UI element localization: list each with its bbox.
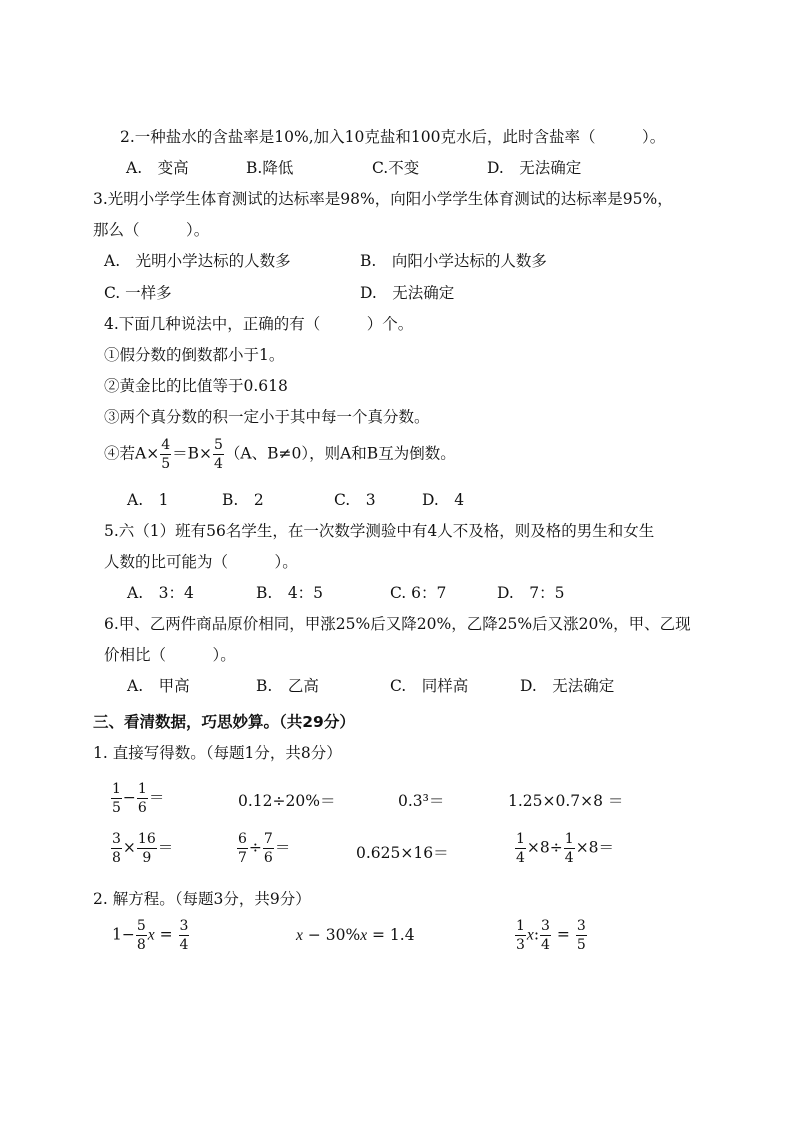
calc-3: 0.3³＝ <box>398 792 445 810</box>
calc-7: 0.625×16＝ <box>356 844 449 862</box>
q3-option-c: C. 一样多 <box>104 284 172 302</box>
q6-option-a: A. 甲高 <box>127 677 190 695</box>
equation-3: $\frac{1}{3}$ x: $\frac{3}{4}$ = $\frac{3}{5}$ <box>516 918 586 953</box>
q4-option-a: A. 1 <box>127 491 169 509</box>
q5-stem-line2: 人数的比可能为（ ）。 <box>104 553 298 571</box>
q2-option-c: C.不变 <box>372 159 420 177</box>
q4-s4-fraction-2: $\frac{5}{4}$ <box>214 437 223 472</box>
q4-stem: 4.下面几种说法中，正确的有（ ）个。 <box>104 315 414 333</box>
q3-option-a: A. 光明小学达标的人数多 <box>104 252 291 270</box>
calc-1: $\frac{1}{5}$ − $\frac{1}{6}$ ＝ <box>112 781 165 816</box>
section3-sub1: 1. 直接写得数。（每题1分，共8分） <box>93 744 342 762</box>
q6-option-b: B. 乙高 <box>256 677 319 695</box>
q2-option-d: D. 无法确定 <box>487 159 582 177</box>
section3-sub2: 2. 解方程。（每题3分，共9分） <box>93 890 311 908</box>
q4-statement-3: ③两个真分数的积一定小于其中每一个真分数。 <box>104 408 430 426</box>
q3-stem-line1: 3.光明小学学生体育测试的达标率是98%，向阳小学学生体育测试的达标率是95%， <box>93 190 673 208</box>
q3-stem-line2: 那么（ ）。 <box>93 221 210 239</box>
q4-s4-fraction-1: $\frac{4}{5}$ <box>161 437 171 472</box>
q4-statement-2: ②黄金比的比值等于0.618 <box>104 377 288 395</box>
calc-5: $\frac{3}{8}$ × $\frac{16}{9}$ ＝ <box>112 831 174 866</box>
q4-statement-4 <box>104 438 456 471</box>
calc-8: $\frac{1}{4}$ ×8÷ $\frac{1}{4}$ ×8＝ <box>516 831 615 866</box>
q3-option-d: D. 无法确定 <box>360 284 455 302</box>
calc-2: 0.12÷20%＝ <box>238 792 336 810</box>
calc-4: 1.25×0.7×8 ＝ <box>508 792 624 810</box>
q6-stem-line1: 6.甲、乙两件商品原价相同，甲涨25%后又降20%，乙降25%后又涨20%，甲、乙现 <box>104 615 691 633</box>
q2-option-b: B.降低 <box>246 159 294 177</box>
q6-option-c: C. 同样高 <box>390 677 469 695</box>
q4-option-b: B. 2 <box>222 491 264 509</box>
q5-stem-line1: 5.六（1）班有56名学生，在一次数学测验中有4人不及格，则及格的男生和女生 <box>104 522 655 540</box>
q5-option-a: A. 3：4 <box>127 584 194 602</box>
q6-option-d: D. 无法确定 <box>520 677 615 695</box>
q6-stem-line2: 价相比（ ）。 <box>104 646 236 664</box>
q3-option-b: B. 向阳小学达标的人数多 <box>360 252 547 270</box>
q2-stem: 2.一种盐水的含盐率是10%,加入10克盐和100克水后，此时含盐率（ ）。 <box>120 128 666 146</box>
q4-s4-pre: ④若A× <box>104 444 160 463</box>
q2-option-a: A. 变高 <box>126 159 189 177</box>
equation-1: 1− $\frac{5}{8}$ x = $\frac{3}{4}$ <box>112 918 189 953</box>
q4-s4-mid: ＝B× <box>172 444 212 463</box>
calc-6: $\frac{6}{7}$ ÷ $\frac{7}{6}$ ＝ <box>238 831 291 866</box>
q4-option-c: C. 3 <box>334 491 376 509</box>
q4-statement-1: ①假分数的倒数都小于1。 <box>104 346 285 364</box>
q4-s4-post: （A、B≠0），则A和B互为倒数。 <box>224 444 456 463</box>
q5-option-c: C. 6：7 <box>390 584 447 602</box>
q5-option-b: B. 4：5 <box>256 584 324 602</box>
section3-title: 三、看清数据，巧思妙算。（共29分） <box>93 713 355 731</box>
q5-option-d: D. 7：5 <box>497 584 565 602</box>
equation-2: x − 30%x = 1.4 <box>296 926 415 944</box>
q4-option-d: D. 4 <box>422 491 465 509</box>
